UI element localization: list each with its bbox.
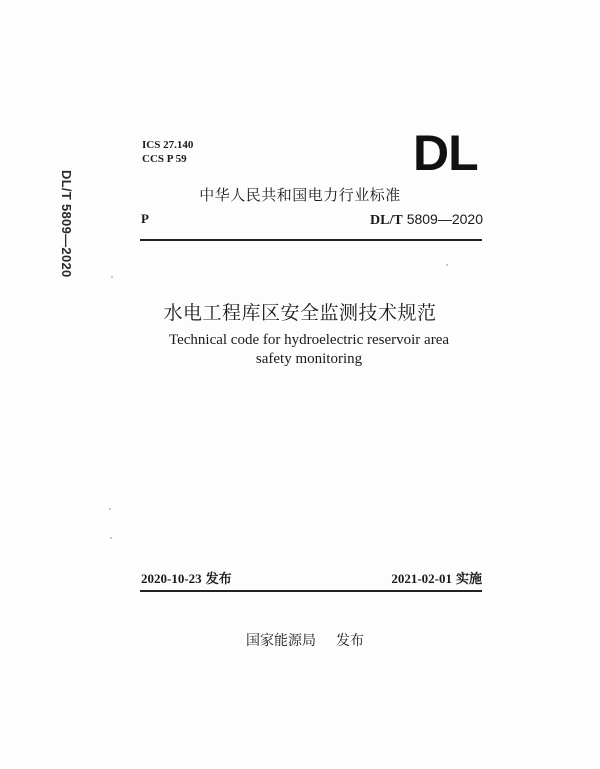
standard-number: [370, 211, 483, 229]
issuer-name: 国家能源局: [246, 633, 316, 649]
issuer-action: 发布: [336, 633, 364, 649]
issue-label: 发布: [205, 572, 232, 587]
title-english-line2: safety monitoring: [255, 351, 363, 367]
classification-letter: P: [141, 211, 149, 226]
scan-speck: [446, 264, 448, 266]
scan-speck: [111, 276, 113, 278]
spine-standard-number: DL/T 5809—2020: [59, 170, 74, 278]
issuer-line: [0, 630, 600, 650]
implementation-date: [391, 568, 482, 587]
ccs-code: CCS P 59: [142, 153, 187, 165]
title-chinese: 水电工程库区安全监测技术规范: [163, 302, 437, 324]
implementation-date-value: 2021-02-01: [391, 571, 452, 586]
scan-speck: [110, 537, 112, 539]
standard-prefix: DL/T: [370, 213, 403, 228]
implementation-label: 实施: [455, 572, 482, 587]
bottom-divider: [140, 590, 482, 592]
industry-standard-heading: 中华人民共和国电力行业标准: [199, 186, 401, 204]
dl-logo: DL: [413, 125, 478, 181]
scan-speck: [109, 508, 111, 510]
ics-code: ICS 27.140: [142, 139, 194, 151]
title-english-line1: Technical code for hydroelectric reservoir area: [168, 332, 450, 348]
top-divider: [140, 239, 482, 241]
issue-date: [141, 568, 232, 587]
issue-date-value: 2020-10-23: [141, 571, 202, 586]
standard-number-value: 5809—2020: [406, 211, 483, 227]
